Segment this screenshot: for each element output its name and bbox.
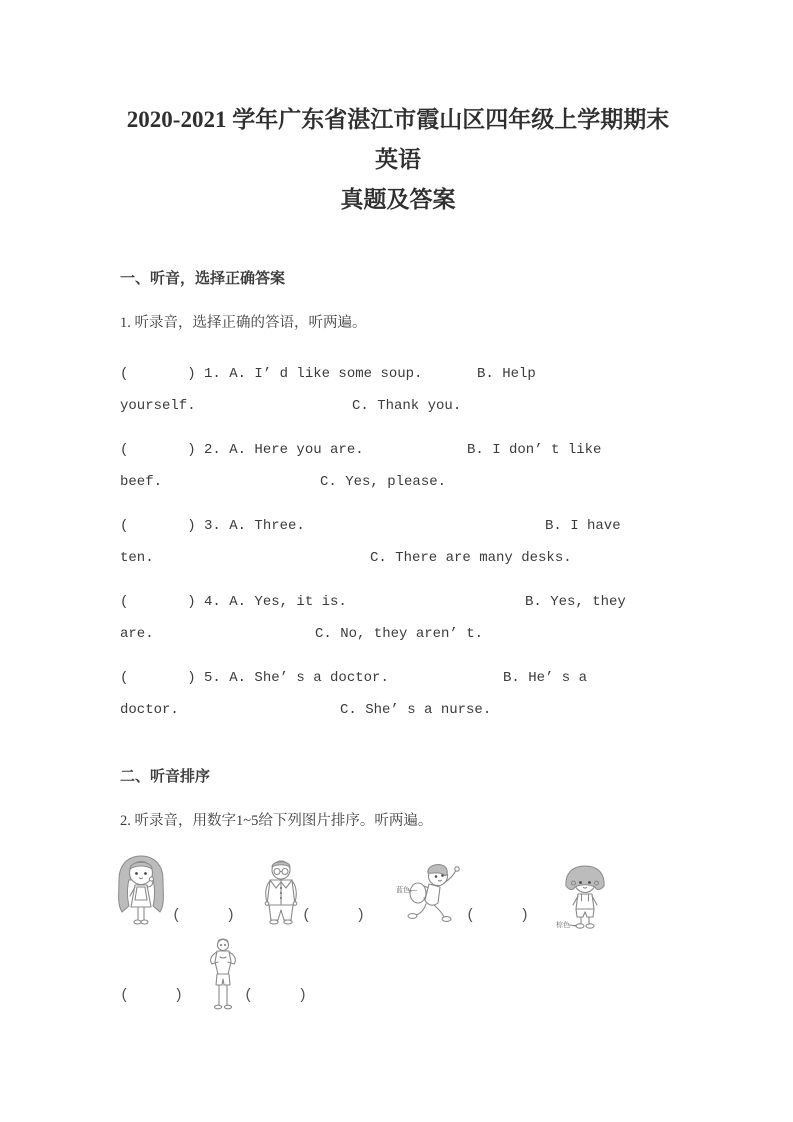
question-5-option-a: ( ) 5. A. She’ s a doctor. — [120, 670, 389, 686]
section2-instruction: 2. 听录音，用数字1~5给下列图片排序。听两遍。 — [120, 813, 433, 829]
question-3-option-b-wrap: ten. — [120, 550, 154, 566]
question-1 — [120, 358, 676, 422]
question-4-option-b-wrap: are. — [120, 626, 154, 642]
man-in-suit-icon — [258, 858, 304, 928]
question-3-option-b: B. I have — [545, 518, 621, 534]
question-2-line-1 — [120, 434, 676, 466]
question-5-option-c: C. She’ s a nurse. — [340, 702, 492, 718]
question-2 — [120, 434, 676, 498]
question-1-option-c: C. Thank you. — [352, 398, 462, 414]
title-line-2: 真题及答案 — [340, 187, 456, 212]
question-5-option-b: B. He’ s a — [503, 670, 588, 686]
standing-boy-icon — [556, 864, 614, 932]
question-1-line-2 — [120, 390, 676, 422]
question-list — [120, 358, 676, 726]
question-5-option-b-wrap: doctor. — [120, 702, 179, 718]
question-4-line-2 — [120, 618, 676, 650]
question-1-option-b-wrap: yourself. — [120, 398, 196, 414]
page-content — [120, 0, 676, 1024]
question-3-line-1 — [120, 510, 676, 542]
question-1-option-a: ( ) 1. A. I’ d like some soup. — [120, 366, 423, 382]
question-5 — [120, 662, 676, 726]
question-3-line-2 — [120, 542, 676, 574]
svg-text:蓝色—: 蓝色— — [396, 887, 417, 894]
section1-heading: 一、听音，选择正确答案 — [120, 271, 286, 287]
answer-blank-2: ( ) — [302, 907, 366, 924]
question-4 — [120, 586, 676, 650]
question-4-option-a: ( ) 4. A. Yes, it is. — [120, 594, 347, 610]
answer-blank-3: ( ) — [466, 907, 530, 924]
section1-instruction: 1. 听录音，选择正确的答语，听两遍。 — [120, 315, 367, 331]
answer-blank-1: ( ) — [172, 907, 236, 924]
answer-blank-4: ( ) — [120, 987, 184, 1004]
girl-long-hair-icon — [114, 854, 169, 930]
question-2-option-b-wrap: beef. — [120, 474, 163, 490]
section2-heading: 二、听音排序 — [120, 769, 211, 785]
svg-text:棕色—: 棕色— — [556, 922, 577, 929]
question-3-option-c: C. There are many desks. — [370, 550, 572, 566]
question-2-option-a: ( ) 2. A. Here you are. — [120, 442, 364, 458]
question-5-line-1 — [120, 662, 676, 694]
question-5-line-2 — [120, 694, 676, 726]
question-3-option-a: ( ) 3. A. Three. — [120, 518, 305, 534]
answer-blank-5: ( ) — [244, 987, 308, 1004]
running-boy-with-backpack-icon — [396, 862, 464, 926]
question-1-option-b: B. Help — [477, 366, 536, 382]
man-hands-on-hips-icon — [206, 938, 240, 1012]
picture-ordering-area — [120, 854, 676, 1024]
question-2-option-c: C. Yes, please. — [320, 474, 447, 490]
question-4-option-c: C. No, they aren’ t. — [315, 626, 484, 642]
question-4-option-b: B. Yes, they — [525, 594, 626, 610]
question-2-option-b: B. I don’ t like — [467, 442, 602, 458]
question-4-line-1 — [120, 586, 676, 618]
question-1-line-1 — [120, 358, 676, 390]
question-3 — [120, 510, 676, 574]
title-line-1: 2020-2021 学年广东省湛江市霞山区四年级上学期期末英语 — [126, 107, 670, 172]
question-2-line-2 — [120, 466, 676, 498]
document-title — [120, 0, 676, 220]
